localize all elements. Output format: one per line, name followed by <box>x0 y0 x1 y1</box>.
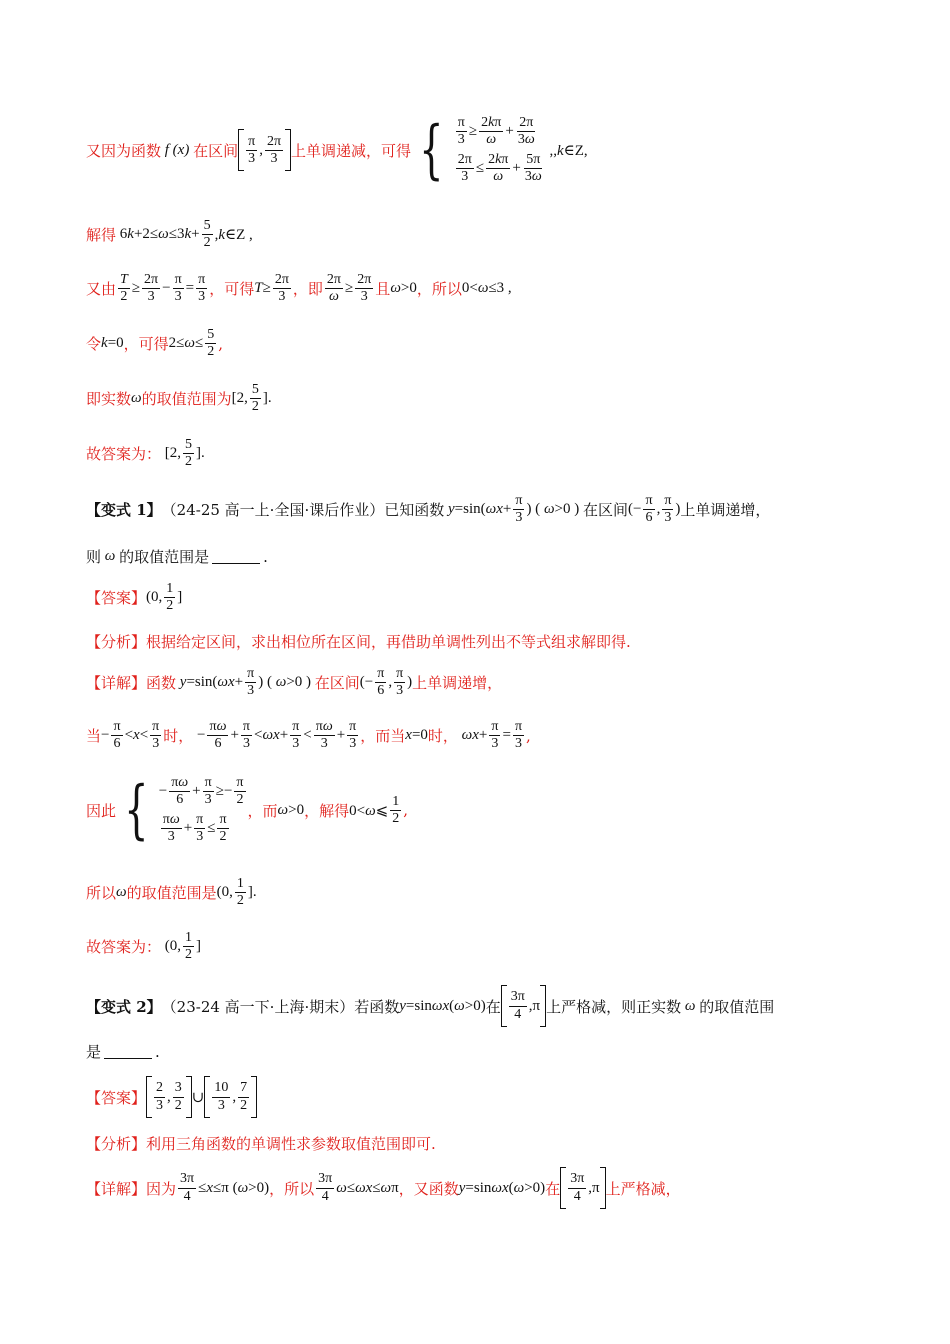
text: 上单调递减，可得 <box>291 141 412 160</box>
variant1-detail-2: 当 − $\frac{\pi}{6}$ <x< $\frac{\pi}{3}$ 时， − $\frac{\pi\omega}{6}$ + $\frac{\pi}{3}$ <ωx+ $\frac{\pi}{3}$ < $\frac{\pi\omega}{3}$ + $\frac{\pi}{3}$ ，而当 x=0 时， ωx+ $\frac{\pi}{3}$ = $\frac{\pi}{3}$ , <box>86 719 531 752</box>
solution-line-5: 即实数 ω 的取值范围为 [2, $\frac{5}{2}$ ]. <box>86 382 272 415</box>
variant1-question-2: 则 ω 的取值范围是 . <box>86 547 268 566</box>
text: 在区间 <box>193 141 239 160</box>
solution-line-1 <box>86 113 880 188</box>
variant1-detail-1: 【详解】 函数 y=sin(ωx+ $\frac{\pi}{3}$ ) ( ω>0 ) 在区间 (− $\frac{\pi}{6}$ , $\frac{\pi}{3}$ ) 上单调递增， <box>86 666 503 699</box>
inequality-system: { − $\frac{\pi\omega}{6}$ + $\frac{\pi}{3}$ ≥− $\frac{\pi}{2}$ $\frac{\pi\omega}{3}$ + $\frac{\pi}{3}$ ≤ $\frac{\pi}{2}$ <box>124 773 244 848</box>
solution-line-6: 故答案为： [2, $\frac{5}{2}$ ]. <box>86 437 205 470</box>
text: 故答案为： <box>86 445 162 464</box>
text: ，所以 <box>416 280 462 299</box>
text: 的取值范围为 <box>141 390 232 409</box>
text: ，即 <box>292 280 323 299</box>
inequality-system: { $\frac{\pi}{3}$ ≥ $\frac{2k\pi}{\omega}$ + $\frac{2\pi}{3\omega}$ $\frac{2\pi}{3}$ ≤ $\frac{2k\pi}{\omega}$ + $\frac{5\pi}{3\omega}$ ,,k∈Z, <box>419 113 588 188</box>
answer-blank <box>104 1044 152 1059</box>
text: 令 <box>86 335 102 354</box>
variant2-analysis: 【分析】 利用三角函数的单调性求参数取值范围即可. <box>86 1135 436 1153</box>
variant2-question: 【变式 2】 （23-24 高一下·上海·期末） 若函数 y=sinωx(ω>0) 在 $\frac{3\pi}{4}$ ,π 上严格减，则正实数 ω 的取值范围 <box>86 985 880 1027</box>
interval-bracket: $\frac{\pi}{3}$ , $\frac{2\pi}{3}$ <box>238 129 291 171</box>
text: 解得 <box>86 226 117 245</box>
text: 且 <box>375 280 391 299</box>
text: 即实数 <box>86 390 132 409</box>
solution-line-3: 又由 $\frac{T}{2}$ ≥ $\frac{2\pi}{3}$ − $\frac{\pi}{3}$ = $\frac{\pi}{3}$ ，可得 T≥ $\frac{2\pi}{3}$ ，即 $\frac{2\pi}{\omega}$ ≥ $\frac{2\pi}{3}$ 且 ω>0 ，所以 0<ω≤3 , <box>86 272 512 305</box>
variant1-question: 【变式 1】 （24-25 高一上·全国·课后作业） 已知函数 y=sin(ωx+ $\frac{\pi}{3}$ ) ( ω>0 ) 在区间 (− $\frac{\pi}{6}$ , $\frac{\pi}{3}$ ) 上单调递增， <box>86 493 771 526</box>
solution-line-4: 令 k=0 ，可得 2≤ω≤ $\frac{5}{2}$ , <box>86 327 224 360</box>
variant1-label: 【变式 1】 <box>86 501 162 520</box>
variant1-detail-3: 因此 { − $\frac{\pi\omega}{6}$ + $\frac{\pi}{3}$ ≥− $\frac{\pi}{2}$ $\frac{\pi\omega}{3}$ + $\frac{\pi}{3}$ ≤ $\frac{\pi}{2}$ ，而 ω>0 ，解得 0<ω⩽ $\frac{1}{2}$ , <box>86 773 409 848</box>
variant2-label: 【变式 2】 <box>86 997 162 1016</box>
interval-bracket: $\frac{3\pi}{4}$ ,π <box>501 985 546 1027</box>
text: 又因为函数 <box>86 141 162 160</box>
math-fx: f (x) <box>161 141 194 158</box>
variant1-analysis: 【分析】 根据给定区间，求出相位所在区间，再借助单调性列出不等式组求解即得. <box>86 633 631 651</box>
variant2-answer: 【答案】 $\frac{2}{3}$ , $\frac{3}{2}$ ∪ $\frac{10}{3}$ , $\frac{7}{2}$ <box>86 1076 880 1118</box>
solution-line-2: 解得 6k+2≤ω≤3k+ $\frac{5}{2}$ ,k∈Z , <box>86 218 253 251</box>
text: ，可得 <box>209 280 255 299</box>
math: 6k+2≤ω≤3k+ <box>116 226 200 243</box>
variant2-source: （23-24 高一下·上海·期末） <box>161 997 355 1016</box>
variant1-answer-final: 故答案为： (0, $\frac{1}{2}$ ] <box>86 930 202 963</box>
answer-blank <box>212 549 260 564</box>
variant1-detail-4: 所以 ω 的取值范围是 (0, $\frac{1}{2}$ ]. <box>86 876 257 909</box>
variant1-source: （24-25 高一上·全国·课后作业） <box>161 501 385 520</box>
variant1-answer: 【答案】 (0, $\frac{1}{2}$ ] <box>86 581 183 614</box>
text: 又由 <box>86 280 117 299</box>
variant2-question-2: 是 . <box>86 1042 160 1061</box>
text: ，可得 <box>123 335 169 354</box>
variant2-detail: 【详解】 因为 $\frac{3\pi}{4}$ ≤x≤π (ω>0) ，所以 $\frac{3\pi}{4}$ ω≤ωx≤ωπ ，又函数 y=sinωx(ω>0) 在 $\frac{3\pi}{4}$ ,π 上严格减， <box>86 1167 880 1209</box>
